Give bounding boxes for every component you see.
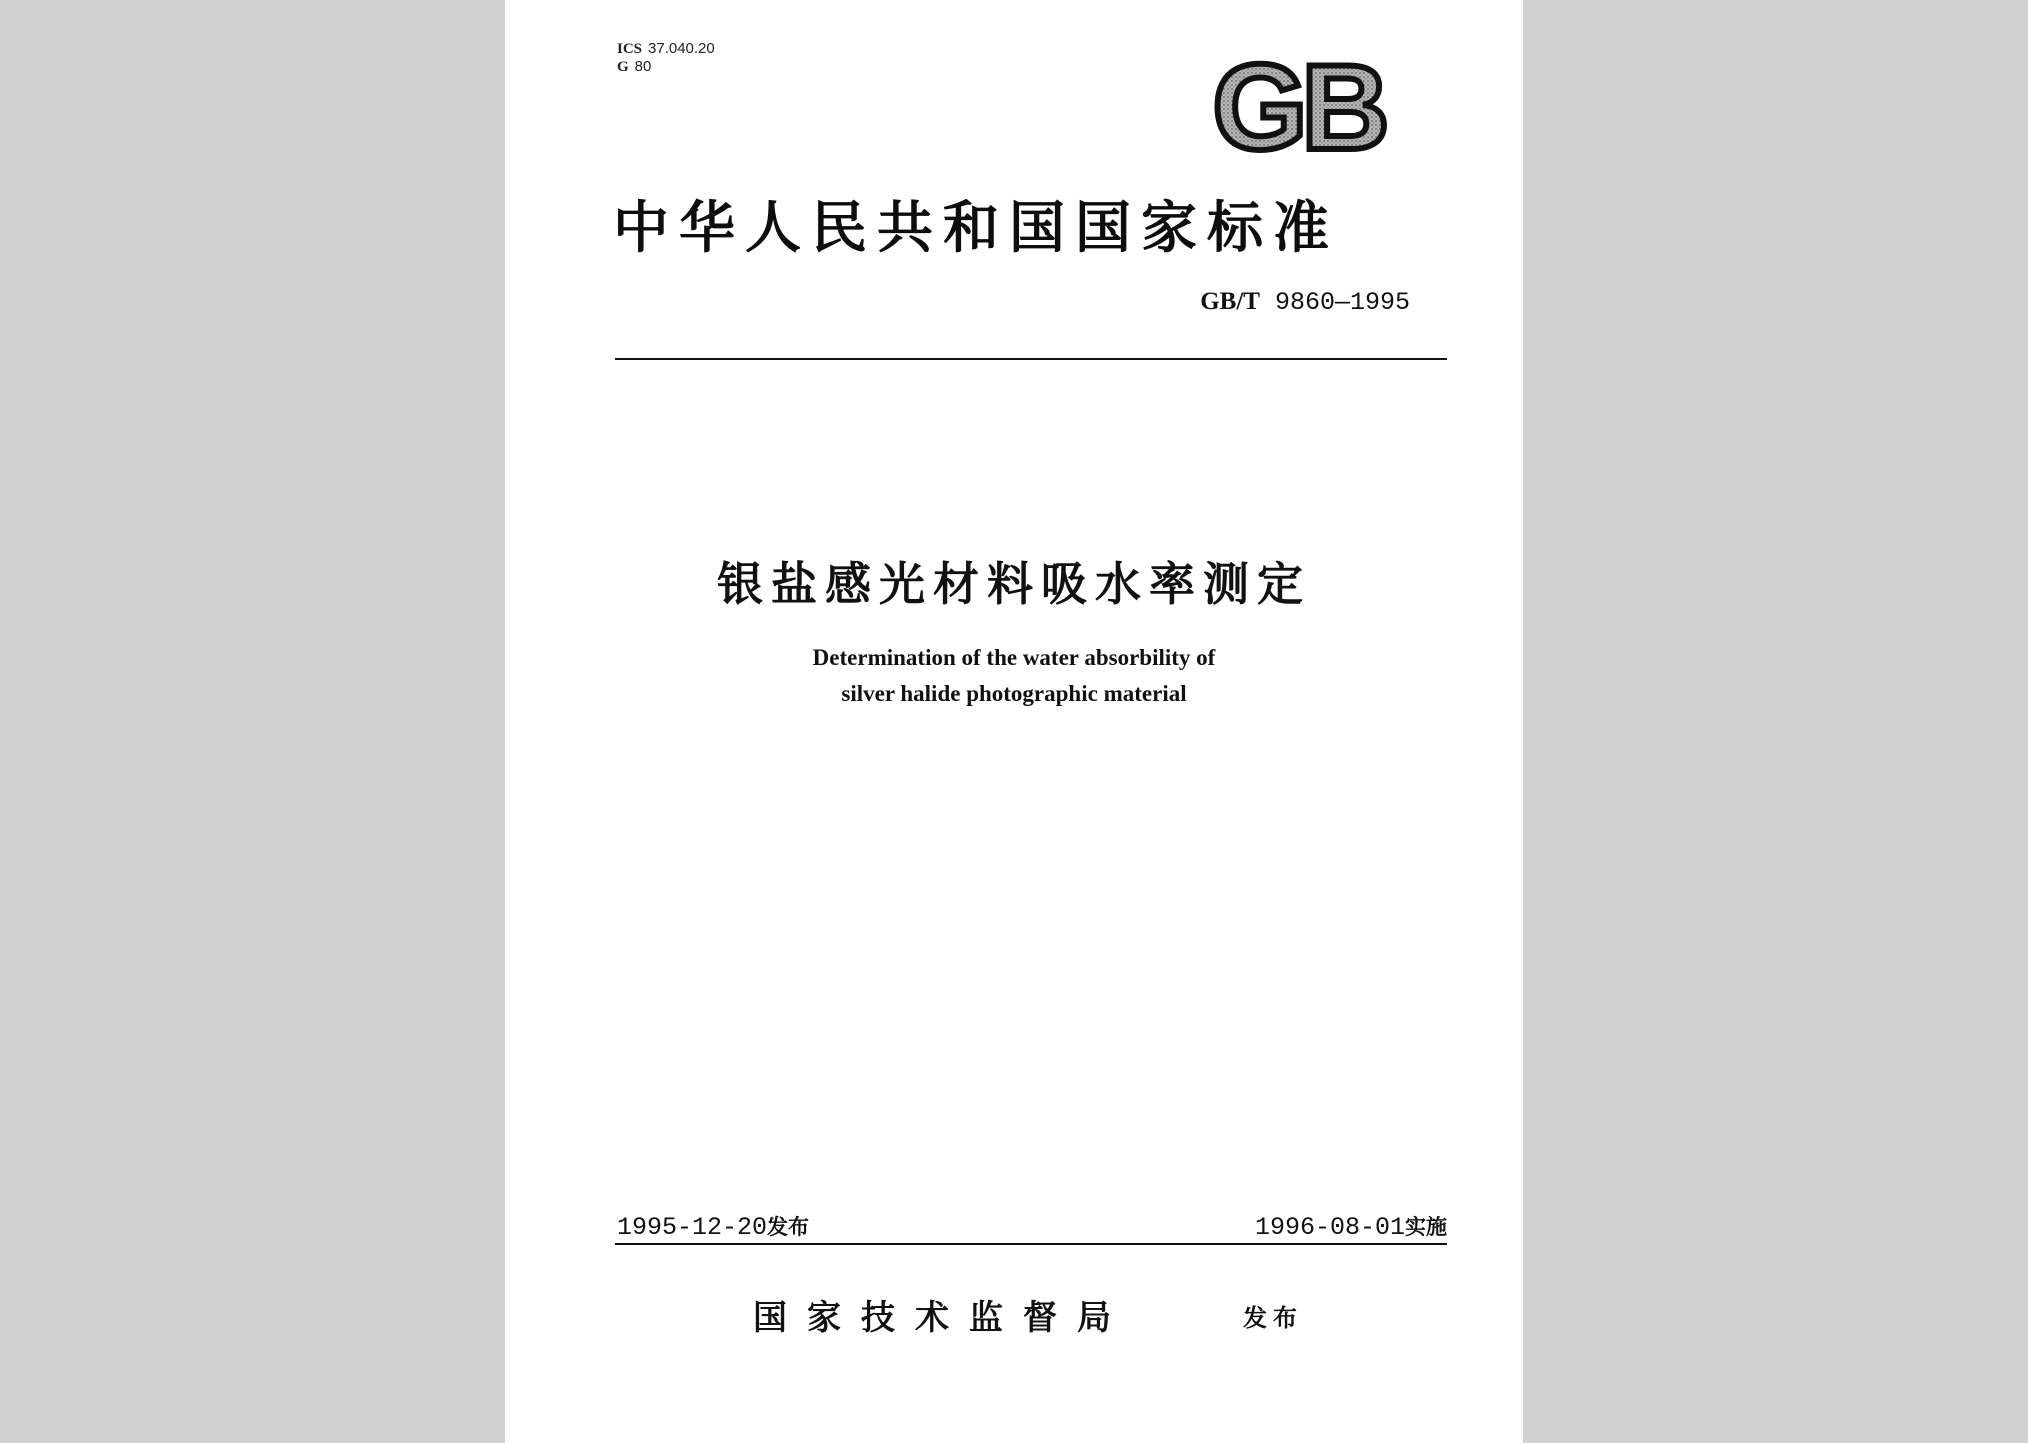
top-divider (615, 358, 1447, 360)
document-title-en-line2: silver halide photographic material (841, 681, 1187, 706)
ics-label: ICS (617, 41, 643, 57)
publish-label: 发布 (1243, 1303, 1303, 1332)
standard-number (505, 288, 1410, 317)
issue-date (617, 1211, 809, 1242)
implement-date (1255, 1211, 1447, 1242)
publisher-name: 国家技术监督局 (753, 1298, 1131, 1338)
implement-date-label: 实施 (1405, 1215, 1447, 1239)
bottom-divider (615, 1243, 1447, 1245)
document-title-cn: 银盐感光材料吸水率测定 (717, 557, 1311, 611)
standard-prefix: GB/T (1200, 288, 1260, 315)
document-page (505, 0, 1523, 1443)
ics-code: 37.040.20 (648, 40, 715, 57)
classification-codes (617, 40, 715, 76)
issue-date-value: 1995-12-20 (617, 1213, 768, 1242)
gb-logo (1203, 52, 1393, 162)
standard-code: 9860—1995 (1274, 288, 1410, 317)
document-title-en-line1: Determination of the water absorbility of (812, 645, 1216, 670)
ccs-code-line (617, 58, 715, 76)
issue-date-label: 发布 (767, 1215, 810, 1239)
ccs-code: 80 (634, 58, 652, 75)
gb-logo-text: GB (1212, 52, 1384, 162)
ics-code-line (617, 40, 715, 58)
ccs-label: G (617, 59, 629, 75)
national-standard-title: 中华人民共和国国家标准 (613, 195, 1339, 261)
implement-date-value: 1996-08-01 (1254, 1213, 1405, 1242)
document-title-en (505, 640, 1523, 712)
